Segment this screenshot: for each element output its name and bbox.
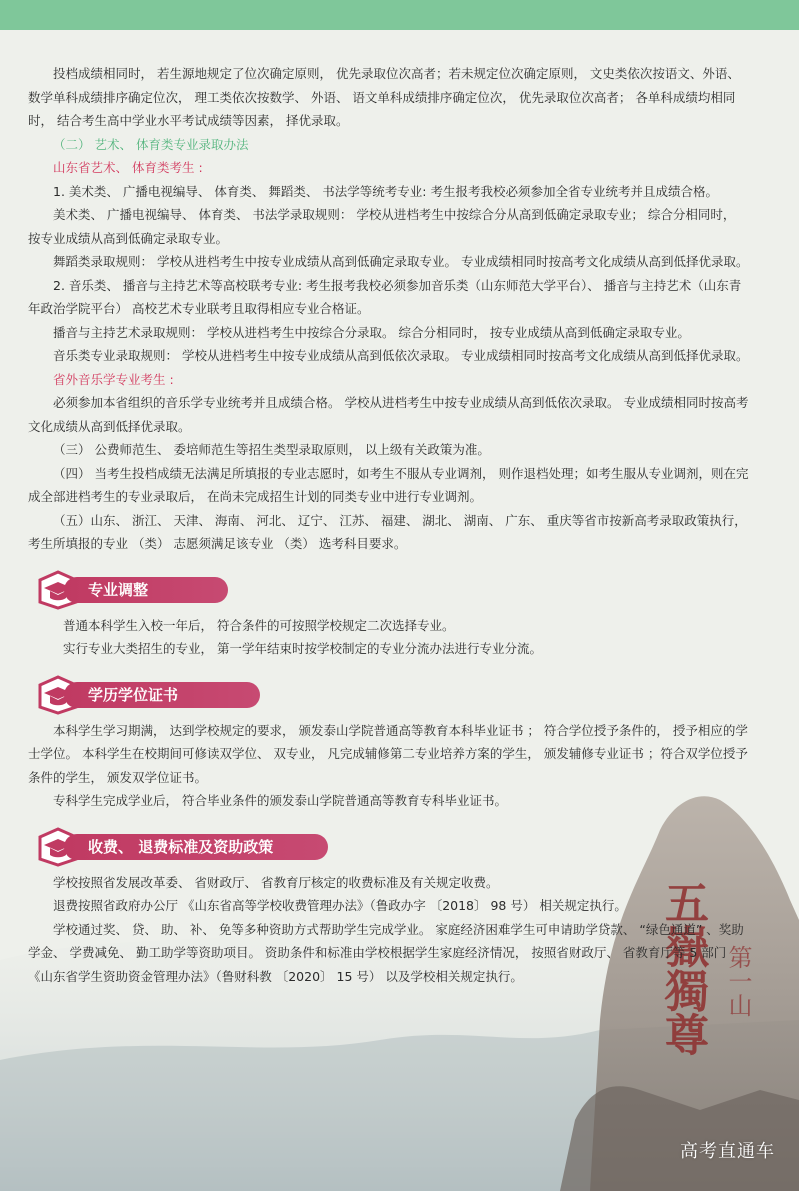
paragraph: 学校按照省发展改革委、 省财政厅、 省教育厅核定的收费标准及有关规定收费。: [53, 874, 499, 890]
major-adjustment-header: [28, 572, 750, 608]
paragraph: 学校通过奖、 贷、 助、 补、 免等多种资助方式帮助学生完成学业。 家庭经济困难学生可申请助学贷款、 “绿色通道” 、奖助学金、 学费减免、 勤工助学等资助项目。 资助条件和标准由学校根据学生家庭经济情况， 按照省财政厅、 省教育厅等 5 部门 《山东省学生资助资金管理办法》（鲁财科教 〔2020〕 15 号） 以及学校相关规定执行。: [28, 921, 744, 984]
document-body: [28, 62, 750, 988]
paragraph: 专科学生完成学业后， 符合毕业条件的颁发泰山学院普通高等教育专科毕业证书。: [53, 793, 507, 808]
degree-certificate-header: [28, 677, 750, 713]
paragraph: 2. 音乐类、 播音与主持艺术等高校联考专业: 考生报考我校必须参加音乐类（山东师范大学平台）、 播音与主持艺术（山东青年政治学院平台） 高校艺术专业联考且取得相应专业合格证。: [28, 277, 742, 316]
paragraph: 投档成绩相同时， 若生源地规定了位次确定原则， 优先录取位次高者；若未规定位次确定原则， 文史类依次按语文、外语、 数学单科成绩排序确定位次， 理工类依次按数学、 外语、 语文单科成绩排序确定位次， 优先录取位次高者； 各单科成绩均相同时， 结合考生高中学业水平考试成绩等因素， 择优录取。: [28, 66, 740, 128]
paragraph: 播音与主持艺术录取规则： 学校从进档考生中按综合分录取。 综合分相同时， 按专业成绩从高到低确定录取专业。: [53, 324, 690, 340]
shandong-candidates-subheading: 山东省艺术、 体育类考生 :: [53, 160, 203, 175]
paragraph: 音乐类专业录取规则： 学校从进档考生中按专业成绩从高到低依次录取。 专业成绩相同时按高考文化成绩从高到低择优录取。: [53, 348, 749, 363]
paragraph: （五）山东、 浙江、 天津、 海南、 河北、 辽宁、 江苏、 福建、 湖北、 湖南、 广东、 重庆等省市按新高考录取政策执行，考生所填报的专业 （类） 志愿须满足该专业 （类） 选考科目要求。: [28, 512, 747, 551]
paragraph: 1. 美术类、 广播电视编导、 体育类、 舞蹈类、 书法学等统考专业: 考生报考我校必须参加全省专业统考并且成绩合格。: [53, 183, 718, 199]
top-bar: [0, 0, 799, 30]
paragraph: 必须参加本省组织的音乐学专业统考并且成绩合格。 学校从进档考生中按专业成绩从高到低依次录取。 专业成绩相同时按高考文化成绩从高到低择优录取。: [28, 395, 749, 434]
stele-inscription: 五嶽獨尊: [657, 880, 708, 1056]
paragraph: （四） 当考生投档成绩无法满足所填报的专业志愿时，如考生不服从专业调剂， 则作退档处理；如考生服从专业调剂，则在完成全部进档考生的专业录取后， 在尚未完成招生计划的同类专业中进行专业调剂。: [28, 465, 749, 504]
paragraph: 实行专业大类招生的专业， 第一学年结束时按学校制定的专业分流办法进行专业分流。: [63, 641, 542, 656]
paragraph: （三） 公费师范生、 委培师范生等招生类型录取原则， 以上级有关政策为准。: [53, 442, 490, 457]
section-title: 收费、 退费标准及资助政策: [64, 834, 328, 860]
paragraph: 退费按照省政府办公厅 《山东省高等学校收费管理办法》（鲁政办字 〔2018〕 98 号） 相关规定执行。: [53, 898, 627, 913]
paragraph: 本科学生学习期满， 达到学校规定的要求， 颁发泰山学院普通高等教育本科毕业证书 ； 符合学位授予条件的， 授予相应的学士学位。 本科学生在校期间可修读双学位、 双专业， 凡完成辅修第二专业培养方案的学生， 颁发辅修专业证书 ；符合双学位授予条件的学生， 颁发双学位证书。: [28, 722, 748, 785]
section-title: 学历学位证书: [64, 682, 260, 708]
stele-side-inscription: 第一山: [724, 945, 752, 1017]
art-sports-heading: （二） 艺术、 体育类专业录取办法: [53, 136, 249, 152]
paragraph: 舞蹈类录取规则： 学校从进档考生中按专业成绩从高到低确定录取专业。 专业成绩相同时按高考文化成绩从高到低择优录取。: [53, 254, 749, 269]
watermark: 高考直通车: [680, 1141, 775, 1162]
paragraph: 美术类、 广播电视编导、 体育类、 书法学录取规则： 学校从进档考生中按综合分从高到低确定录取专业； 综合分相同时， 按专业成绩从高到低确定录取专业。: [28, 207, 736, 246]
fees-header: [28, 829, 750, 865]
paragraph: 普通本科学生入校一年后， 符合条件的可按照学校规定二次选择专业。: [63, 617, 455, 633]
out-of-province-subheading: 省外音乐学专业考生 :: [53, 371, 174, 387]
section-title: 专业调整: [64, 577, 228, 603]
